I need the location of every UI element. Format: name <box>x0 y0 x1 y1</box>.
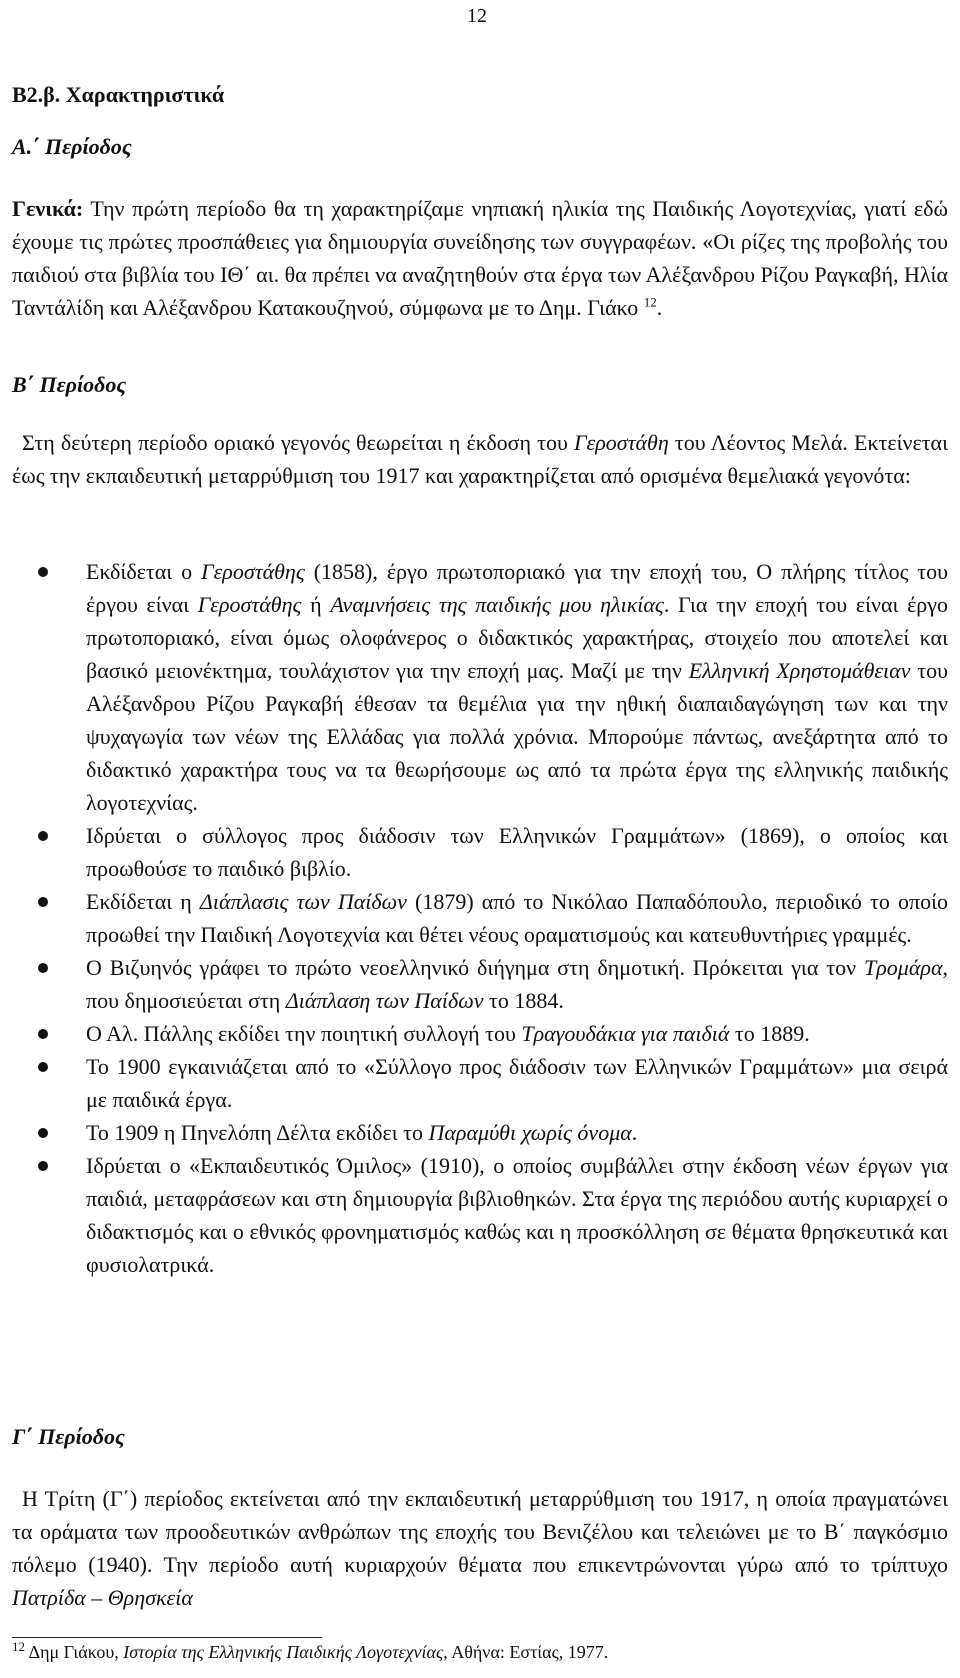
book-title: Διάπλαση των Παίδων <box>285 988 484 1013</box>
footnote-ref[interactable]: 12 <box>643 294 657 310</box>
bullet-text: Το 1900 εγκαινιάζεται από το «Σύλλογο προς διάδοσιν των Ελληνικών Γραμμάτων» μια σειρά με παιδικά έργα. <box>86 1054 948 1112</box>
bullet-text: του Αλέξανδρου Ρίζου Ραγκαβή έθεσαν τα θεμέλια για την ηθική διαπαιδαγώγηση των και την ψυχαγωγία των νέων της Ελλάδας για πολλά χρόνια. Μπορούμε πάντως, ανεξάρτητα από το διδακτικό χαρακτήρα τους να τα θεωρήσουμε ως από τα πρώτα έργα της ελληνικής παιδικής λογοτεχνίας. <box>86 658 948 815</box>
bullet-text: , που δημοσιεύεται στη <box>86 955 948 1013</box>
footnote-divider <box>12 1637 322 1638</box>
book-title: Ελληνική Χρηστομάθειαν <box>688 658 911 683</box>
document-page <box>12 0 948 1678</box>
bullet-text: το 1884. <box>483 988 564 1013</box>
bullet-text: το 1889. <box>729 1021 810 1046</box>
list-item <box>12 1149 948 1281</box>
bullet-icon <box>38 567 48 577</box>
section-title: Β2.β. Χαρακτηριστικά <box>12 82 225 107</box>
book-title: Τρομάρα <box>864 955 943 980</box>
bullet-text: ή <box>301 592 331 617</box>
footnote <box>12 1640 948 1664</box>
bullet-text: Ιδρύεται ο σύλλογος προς διάδοσιν των Ελληνικών Γραμμάτων» (1869), ο οποίος και προωθούσε το παιδικό βιβλίο. <box>86 823 948 881</box>
bullet-icon <box>38 1128 48 1138</box>
book-title: Γεροστάθης <box>201 559 305 584</box>
list-item <box>12 819 948 885</box>
period-b-heading: Β΄ Περίοδος <box>12 372 127 397</box>
dash-text: – <box>85 1585 108 1610</box>
list-item <box>12 951 948 1017</box>
emphasis-text: Πατρίδα <box>12 1585 86 1610</box>
bullet-text: (1858), έργο πρωτοποριακό για την εποχή του, Ο πλήρης τίτλος του έργου είναι <box>86 559 948 617</box>
bullet-text: Το 1909 η Πηνελόπη Δέλτα εκδίδει το <box>86 1120 429 1145</box>
bullet-text: Ο Αλ. Πάλλης εκδίδει την ποιητική συλλογή του <box>86 1021 522 1046</box>
bullet-icon <box>38 831 48 841</box>
emphasis-text: Θρησκεία <box>107 1585 193 1610</box>
book-title: Αναμνήσεις της παιδικής μου ηλικίας <box>330 592 664 617</box>
period-a-heading: Α.΄ Περίοδος <box>12 134 132 159</box>
book-title: Τραγουδάκια για παιδιά <box>521 1021 730 1046</box>
page-number: 12 <box>467 5 487 27</box>
period-c-paragraph <box>12 1482 948 1614</box>
period-a-text-end: . <box>656 295 663 320</box>
bullet-icon <box>38 1161 48 1171</box>
period-b-intro-text: Στη δεύτερη περίοδο οριακό γεγονός θεωρείται η έκδοση του <box>22 430 575 455</box>
period-b-intro <box>12 426 948 492</box>
general-label: Γενικά: <box>12 196 84 221</box>
bullet-icon <box>38 963 48 973</box>
list-item <box>12 1050 948 1116</box>
book-title: Γεροστάθης <box>197 592 302 617</box>
period-b-bullet-list <box>12 555 948 1281</box>
list-item <box>12 555 948 819</box>
bullet-text: Ο Βιζυηνός γράφει το πρώτο νεοελληνικό διήγημα στη δημοτική. Πρόκειται για τον <box>86 955 864 980</box>
period-b-intro-text-2: του Λέοντος Μελά. Εκτείνεται έως την εκπαιδευτική μεταρρύθμιση του 1917 και χαρακτηρίζεται από ορισμένα θεμελιακά γεγονότα: <box>12 430 948 488</box>
bullet-text: . <box>631 1120 638 1145</box>
period-a-text: Την πρώτη περίοδο θα τη χαρακτηρίζαμε νηπιακή ηλικία της Παιδικής Λογοτεχνίας, γιατί εδώ έχουμε τις πρώτες προσπάθειες για δημιουργία συνείδησης των συγγραφέων. «Οι ρίζες της προβολής του παιδιού στα βιβλία του ΙΘ΄ αι. θα πρέπει να αναζητηθούν στα έργα των Αλέξανδρου Ρίζου Ραγκαβή, Ηλία Ταντάλίδη και Αλέξανδρου Κατακουζηνού, σύμφωνα με το Δημ. Γιάκο <box>12 196 948 320</box>
bullet-text: Ιδρύεται ο «Εκπαιδευτικός Όμιλος» (1910), ο οποίος συμβάλλει στην έκδοση νέων έργων για παιδιά, μεταφράσεων και στη δημιουργία βιβλιοθηκών. Στα έργα της περιόδου αυτής κυριαρχεί ο διδακτισμός και ο εθνικός φρονηματισμός καθώς και η προσκόλληση σε θέματα θρησκευτικά και φυσιολατρικά. <box>86 1153 948 1277</box>
period-a-paragraph <box>12 192 948 324</box>
bullet-text: Εκδίδεται ο <box>86 559 202 584</box>
footnote-book-title: Ιστορία της Ελληνικής Παιδικής Λογοτεχνίας <box>123 1642 444 1662</box>
bullet-text: (1879) από το Νικόλαο Παπαδόπουλο, περιοδικό το οποίο προωθεί την Παιδική Λογοτεχνία και θέτει νέους οραματισμούς και κατευθυντήριες γραμμές. <box>86 889 948 947</box>
list-item <box>12 885 948 951</box>
period-c-heading: Γ΄ Περίοδος <box>12 1424 125 1449</box>
book-title: Παραμύθι χωρίς όνομα <box>428 1120 632 1145</box>
bullet-icon <box>38 1062 48 1072</box>
list-item <box>12 1116 948 1149</box>
book-title: Διάπλασις των Παίδων <box>199 889 407 914</box>
bullet-icon <box>38 1029 48 1039</box>
footnote-number: 12 <box>12 1639 25 1654</box>
footnote-text: , Αθήνα: Εστίας, 1977. <box>443 1642 609 1662</box>
bullet-text: . Για την εποχή του είναι έργο πρωτοποριακό, είναι όμως ολοφάνερος ο διδακτικός χαρακτήρας, στοιχείο που αποτελεί και βασικό μειονέκτημα, τουλάχιστον για την εποχή μας. Μαζί με την <box>86 592 949 683</box>
list-item <box>12 1017 948 1050</box>
bullet-icon <box>38 897 48 907</box>
footnote-text: Δημ Γιάκου, <box>25 1642 124 1662</box>
bullet-text: Εκδίδεται η <box>86 889 200 914</box>
period-c-text: Η Τρίτη (Γ΄) περίοδος εκτείνεται από την εκπαιδευτική μεταρρύθμιση του 1917, η οποία πραγματώνει τα οράματα των προοδευτικών ανθρώπων της εποχής του Βενιζέλου και τελειώνει με το Β΄ παγκόσμιο πόλεμο (1940). Την περίοδο αυτή κυριαρχούν θέματα που επικεντρώνονται γύρω από το τρίπτυχο <box>12 1486 948 1577</box>
book-title: Γεροστάθη <box>574 430 669 455</box>
